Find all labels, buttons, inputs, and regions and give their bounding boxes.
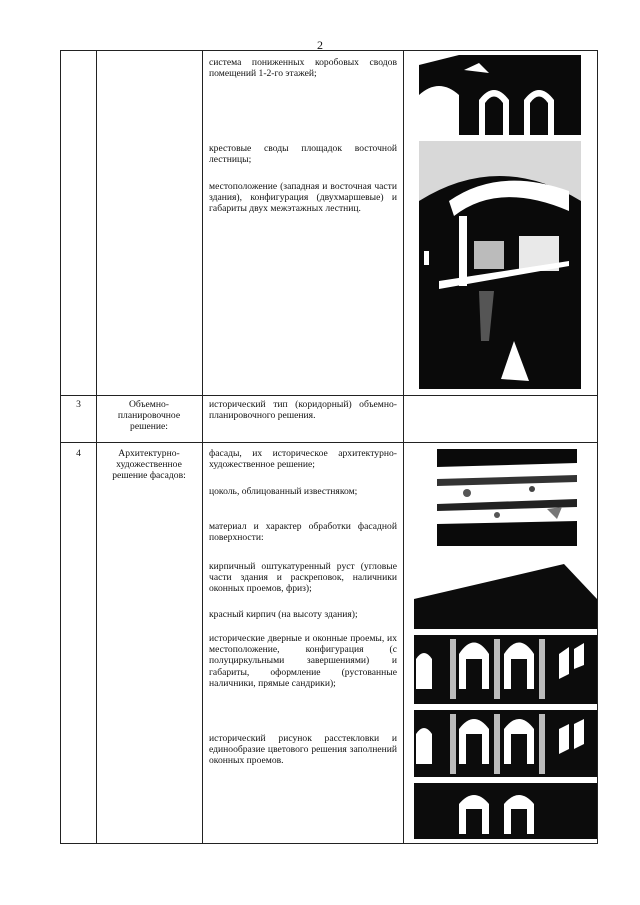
facade-photo: [414, 559, 597, 839]
protected-features-table: [60, 50, 598, 844]
feature-text: исторический рисунок расстекловки и единообразие цветового решения заполнений оконных проемов.: [209, 733, 397, 767]
feature-text: фасады, их историческое архитектурно-художественное решение;: [209, 448, 397, 471]
plinth-photo: [437, 449, 577, 546]
feature-text: исторический тип (коридорный) объемно-планировочного решения.: [209, 399, 397, 422]
feature-text: крестовые своды площадок восточной лестницы;: [209, 143, 397, 166]
feature-text: цоколь, облицованный известняком;: [209, 486, 358, 497]
column-divider: [96, 51, 97, 843]
row-divider: [61, 442, 597, 443]
feature-text: красный кирпич (на высоту здания);: [209, 609, 358, 620]
feature-text: система пониженных коробовых сводов помещений 1-2-го этажей;: [209, 57, 397, 80]
feature-text: кирпичный оштукатуренный руст (угловые части здания и раскреповок, наличники оконных проемов, фриз);: [209, 561, 397, 595]
staircase-photo: [419, 141, 581, 389]
vaults-photo: [419, 55, 581, 135]
feature-text: исторические дверные и оконные проемы, их местоположение, конфигурация (с полуциркульными завершениями) и габариты, оформление (рустованные наличники, прямые сандрики);: [209, 633, 397, 689]
feature-text: местоположение (западная и восточная части здания), конфигурация (двухмаршевые) и габариты двух межэтажных лестниц.: [209, 181, 397, 215]
column-divider: [202, 51, 203, 843]
feature-text: материал и характер обработки фасадной поверхности:: [209, 521, 397, 544]
row-number: 4: [76, 448, 81, 459]
row-title: Архитектурно-художественное решение фасадов:: [112, 448, 186, 482]
row-divider: [61, 395, 597, 396]
row-title: Объемно-планировочное решение:: [117, 399, 181, 433]
row-number: 3: [76, 399, 81, 410]
column-divider: [403, 51, 404, 843]
page-number: 2: [317, 38, 323, 52]
